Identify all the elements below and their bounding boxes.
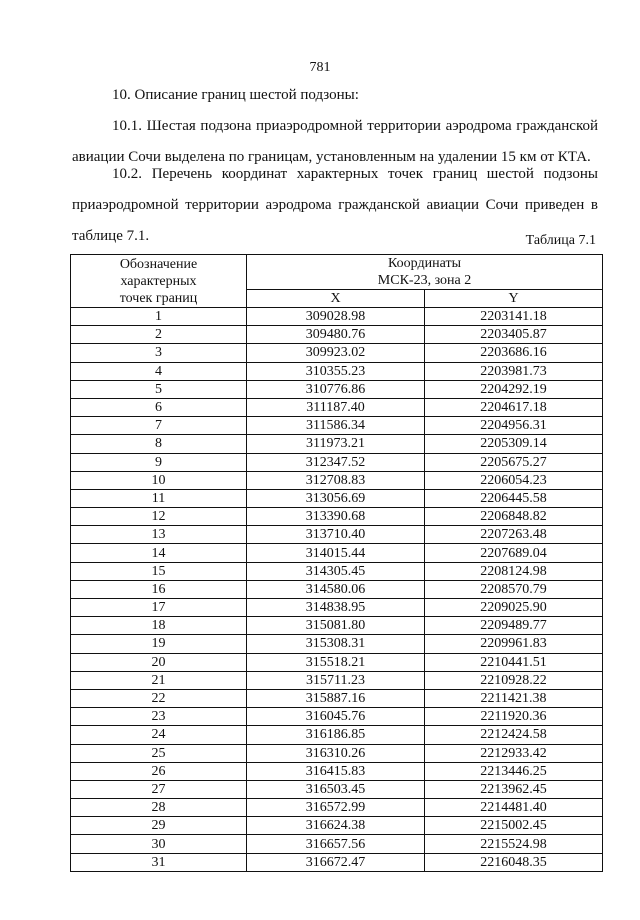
x-coordinate-cell: 312708.83 — [247, 471, 425, 489]
x-coordinate-cell: 316045.76 — [247, 708, 425, 726]
y-coordinate-cell: 2209489.77 — [425, 617, 603, 635]
point-number-cell: 3 — [71, 344, 247, 362]
paragraph-10-1: 10.1. Шестая подзона приаэродромной территории аэродрома гражданской авиации Сочи выделена по границам, установленным на удалении 15 км от КТА. — [72, 118, 598, 165]
table-row — [71, 380, 603, 398]
header-point-line-2: характерных — [120, 273, 197, 289]
y-coordinate-cell: 2203141.18 — [425, 308, 603, 326]
header-coordinates-line-2: МСК-23, зона 2 — [377, 273, 472, 288]
point-number-cell: 21 — [71, 671, 247, 689]
x-coordinate-cell: 316657.56 — [247, 835, 425, 853]
table-row — [71, 562, 603, 580]
page-number: 781 — [309, 60, 331, 75]
x-coordinate-cell: 313710.40 — [247, 526, 425, 544]
point-number-cell: 6 — [71, 398, 247, 416]
point-number-cell: 8 — [71, 435, 247, 453]
point-number-cell: 12 — [71, 508, 247, 526]
table-row — [71, 671, 603, 689]
x-coordinate-cell: 316503.45 — [247, 780, 425, 798]
y-coordinate-cell: 2210441.51 — [425, 653, 603, 671]
table-row — [71, 799, 603, 817]
x-coordinate-cell: 316415.83 — [247, 762, 425, 780]
point-number-cell: 23 — [71, 708, 247, 726]
y-coordinate-cell: 2205675.27 — [425, 453, 603, 471]
table-row — [71, 326, 603, 344]
y-coordinate-cell: 2208570.79 — [425, 580, 603, 598]
header-point-line-3: точек границ — [119, 290, 198, 306]
y-coordinate-cell: 2206848.82 — [425, 508, 603, 526]
point-number-cell: 2 — [71, 326, 247, 344]
point-number-cell: 20 — [71, 653, 247, 671]
table-row — [71, 853, 603, 871]
point-number-cell: 18 — [71, 617, 247, 635]
table-row — [71, 835, 603, 853]
point-number-cell: 5 — [71, 380, 247, 398]
x-coordinate-cell: 314838.95 — [247, 599, 425, 617]
x-coordinate-cell: 310355.23 — [247, 362, 425, 380]
point-number-cell: 10 — [71, 471, 247, 489]
y-coordinate-cell: 2211920.36 — [425, 708, 603, 726]
table-row — [71, 308, 603, 326]
header-y: Y — [425, 290, 603, 308]
y-coordinate-cell: 2207263.48 — [425, 526, 603, 544]
x-coordinate-cell: 311586.34 — [247, 417, 425, 435]
table-row — [71, 580, 603, 598]
x-coordinate-cell: 313390.68 — [247, 508, 425, 526]
x-coordinate-cell: 314580.06 — [247, 580, 425, 598]
point-number-cell: 27 — [71, 780, 247, 798]
point-number-cell: 31 — [71, 853, 247, 871]
y-coordinate-cell: 2203405.87 — [425, 326, 603, 344]
table-row — [71, 526, 603, 544]
x-coordinate-cell: 314015.44 — [247, 544, 425, 562]
x-coordinate-cell: 311187.40 — [247, 398, 425, 416]
point-number-cell: 26 — [71, 762, 247, 780]
y-coordinate-cell: 2215002.45 — [425, 817, 603, 835]
y-coordinate-cell: 2204617.18 — [425, 398, 603, 416]
y-coordinate-cell: 2214481.40 — [425, 799, 603, 817]
header-coordinates — [247, 255, 603, 290]
point-number-cell: 30 — [71, 835, 247, 853]
header-coordinates-line-1: Координаты — [388, 256, 461, 271]
table-row — [71, 544, 603, 562]
point-number-cell: 29 — [71, 817, 247, 835]
coordinates-table — [70, 254, 603, 872]
table-row — [71, 435, 603, 453]
x-coordinate-cell: 316186.85 — [247, 726, 425, 744]
table-caption: Таблица 7.1 — [525, 233, 596, 248]
x-coordinate-cell: 316624.38 — [247, 817, 425, 835]
table-row — [71, 599, 603, 617]
table-row — [71, 653, 603, 671]
x-coordinate-cell: 310776.86 — [247, 380, 425, 398]
point-number-cell: 1 — [71, 308, 247, 326]
header-point-line-1: Обозначение — [119, 256, 198, 272]
header-x: X — [247, 290, 425, 308]
point-number-cell: 24 — [71, 726, 247, 744]
table-row — [71, 726, 603, 744]
point-number-cell: 28 — [71, 799, 247, 817]
point-number-cell: 9 — [71, 453, 247, 471]
paragraph-10-2: 10.2. Перечень координат характерных точек границ шестой подзоны приаэродромной территории аэродрома гражданской авиации Сочи приведен в таблице 7.1. — [72, 166, 598, 244]
point-number-cell: 16 — [71, 580, 247, 598]
table-row — [71, 453, 603, 471]
x-coordinate-cell: 312347.52 — [247, 453, 425, 471]
table-row — [71, 708, 603, 726]
x-coordinate-cell: 316310.26 — [247, 744, 425, 762]
table-row — [71, 489, 603, 507]
y-coordinate-cell: 2213962.45 — [425, 780, 603, 798]
point-number-cell: 14 — [71, 544, 247, 562]
y-coordinate-cell: 2203981.73 — [425, 362, 603, 380]
y-coordinate-cell: 2216048.35 — [425, 853, 603, 871]
point-number-cell: 17 — [71, 599, 247, 617]
y-coordinate-cell: 2208124.98 — [425, 562, 603, 580]
y-coordinate-cell: 2207689.04 — [425, 544, 603, 562]
x-coordinate-cell: 309923.02 — [247, 344, 425, 362]
section-heading: 10. Описание границ шестой подзоны: — [112, 87, 359, 103]
y-coordinate-cell: 2209961.83 — [425, 635, 603, 653]
y-coordinate-cell: 2215524.98 — [425, 835, 603, 853]
table-row — [71, 417, 603, 435]
table-row — [71, 344, 603, 362]
y-coordinate-cell: 2212933.42 — [425, 744, 603, 762]
table-row — [71, 508, 603, 526]
x-coordinate-cell: 315518.21 — [247, 653, 425, 671]
point-number-cell: 19 — [71, 635, 247, 653]
x-coordinate-cell: 316672.47 — [247, 853, 425, 871]
y-coordinate-cell: 2206445.58 — [425, 489, 603, 507]
point-number-cell: 11 — [71, 489, 247, 507]
y-coordinate-cell: 2204292.19 — [425, 380, 603, 398]
x-coordinate-cell: 315308.31 — [247, 635, 425, 653]
x-coordinate-cell: 309480.76 — [247, 326, 425, 344]
y-coordinate-cell: 2212424.58 — [425, 726, 603, 744]
y-coordinate-cell: 2209025.90 — [425, 599, 603, 617]
point-number-cell: 15 — [71, 562, 247, 580]
y-coordinate-cell: 2204956.31 — [425, 417, 603, 435]
point-number-cell: 22 — [71, 689, 247, 707]
table-row — [71, 689, 603, 707]
x-coordinate-cell: 309028.98 — [247, 308, 425, 326]
y-coordinate-cell: 2211421.38 — [425, 689, 603, 707]
x-coordinate-cell: 315081.80 — [247, 617, 425, 635]
y-coordinate-cell: 2205309.14 — [425, 435, 603, 453]
table-row — [71, 744, 603, 762]
header-point-designation — [71, 255, 247, 308]
x-coordinate-cell: 315887.16 — [247, 689, 425, 707]
point-number-cell: 25 — [71, 744, 247, 762]
x-coordinate-cell: 315711.23 — [247, 671, 425, 689]
table-row — [71, 762, 603, 780]
table-row — [71, 471, 603, 489]
table-body — [71, 308, 603, 872]
y-coordinate-cell: 2213446.25 — [425, 762, 603, 780]
table-row — [71, 635, 603, 653]
point-number-cell: 4 — [71, 362, 247, 380]
y-coordinate-cell: 2206054.23 — [425, 471, 603, 489]
table-row — [71, 817, 603, 835]
table-row — [71, 398, 603, 416]
x-coordinate-cell: 313056.69 — [247, 489, 425, 507]
x-coordinate-cell: 316572.99 — [247, 799, 425, 817]
y-coordinate-cell: 2203686.16 — [425, 344, 603, 362]
y-coordinate-cell: 2210928.22 — [425, 671, 603, 689]
point-number-cell: 13 — [71, 526, 247, 544]
table-row — [71, 362, 603, 380]
x-coordinate-cell: 314305.45 — [247, 562, 425, 580]
table-row — [71, 617, 603, 635]
point-number-cell: 7 — [71, 417, 247, 435]
x-coordinate-cell: 311973.21 — [247, 435, 425, 453]
table-row — [71, 780, 603, 798]
